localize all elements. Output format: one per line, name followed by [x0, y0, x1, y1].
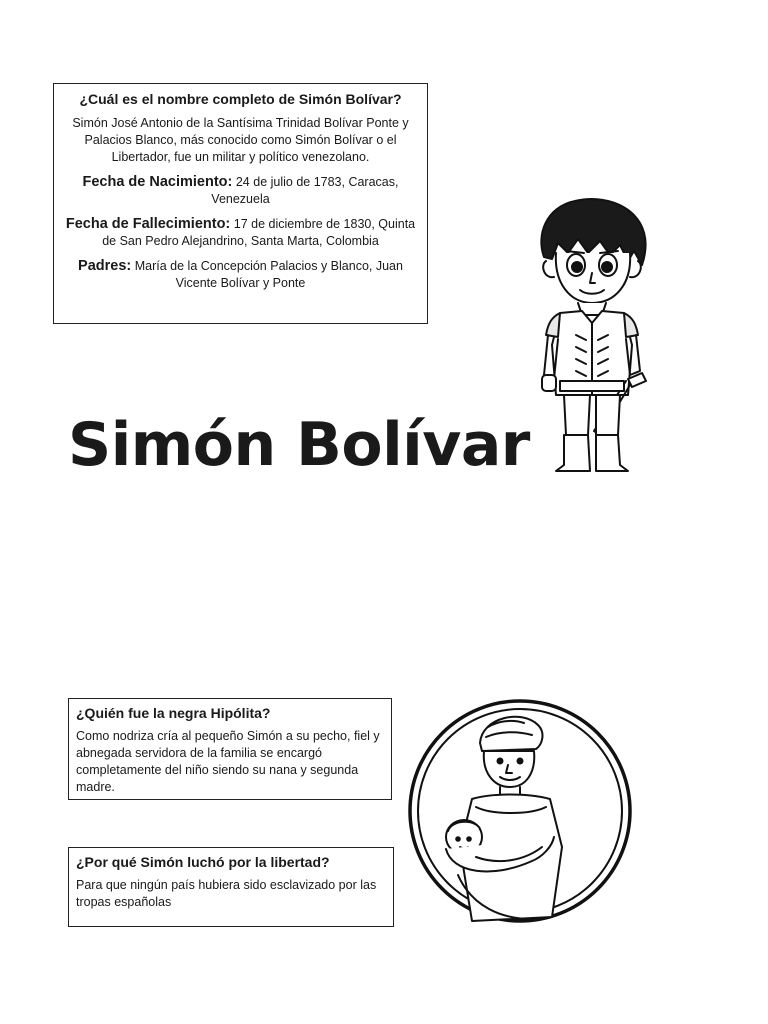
bolivar-cartoon-icon [530, 195, 655, 475]
hipolita-question: ¿Quién fue la negra Hipólita? [76, 705, 271, 721]
birth-label: Fecha de Nacimiento: [82, 174, 233, 190]
parents-label: Padres: [78, 258, 132, 274]
nanny-holding-baby-icon [402, 697, 642, 929]
death-date [62, 216, 419, 250]
libertad-card [68, 847, 394, 927]
hipolita-answer: Como nodriza cría al pequeño Simón a su pecho, fiel y abnegada servidora de la familia se encargó completamente del niño siendo su nana y segunda madre. [76, 729, 380, 794]
bio-card [53, 83, 428, 324]
libertad-answer: Para que ningún país hubiera sido esclavizado por las tropas españolas [76, 878, 377, 909]
bio-question: ¿Cuál es el nombre completo de Simón Bolívar? [79, 91, 402, 107]
page-title: Simón Bolívar [68, 410, 530, 480]
parents-value: María de la Concepción Palacios y Blanco, Juan Vicente Bolívar y Ponte [134, 259, 403, 290]
parents [62, 258, 419, 292]
birth-date [62, 174, 419, 208]
birth-value: 24 de julio de 1783, Caracas, Venezuela [211, 175, 399, 206]
bio-answer: Simón José Antonio de la Santísima Trinidad Bolívar Ponte y Palacios Blanco, más conocido como Simón Bolívar o el Libertador, fue un militar y político venezolano. [72, 116, 409, 164]
death-label: Fecha de Fallecimiento: [65, 216, 231, 232]
libertad-question: ¿Por qué Simón luchó por la libertad? [76, 854, 330, 870]
hipolita-card [68, 698, 392, 800]
death-value: 17 de diciembre de 1830, Quinta de San Pedro Alejandrino, Santa Marta, Colombia [102, 217, 416, 248]
